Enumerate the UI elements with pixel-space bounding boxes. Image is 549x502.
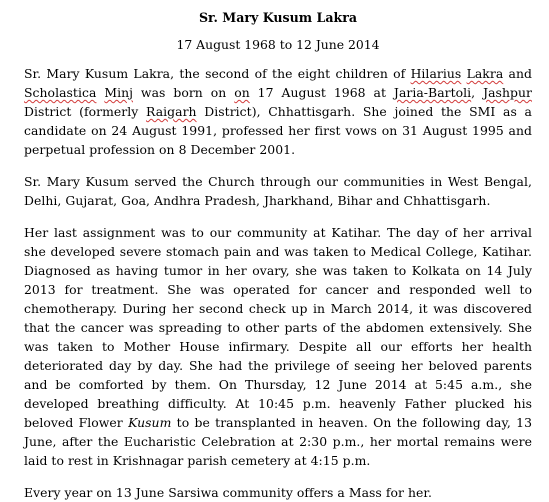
spellcheck-word[interactable]: Jashpur (483, 85, 532, 100)
text-run: Her last assignment was to our community at Katihar. The day of her arrival she developed severe stomach pain and was taken to Medical College, Katihar. Diagnosed as having tumor in her ovary, she was taken to Kolkata on 14 July 2013 for treatment. She was operated for cancer and responded well to chemotherapy. During her second check up in March 2014, it was discovered that the cancer was spreading to other parts of the abdomen extensively. She was taken to Mother House infirmary. Despite all our efforts her health deteriorated day by day. She had the privilege of seeing her beloved parents and be comforted by them. On Thursday, 12 June 2014 at 5:45 a.m., she developed breathing difficulty. At 10:45 p.m. heavenly Father plucked his beloved Flower (24, 225, 532, 430)
italic-name: Kusum (128, 415, 172, 430)
text-run: 17 August 1968 at (249, 85, 394, 100)
paragraph-communities: Sr. Mary Kusum served the Church through our communities in West Bengal, Delhi, Gujarat, Goa, Andhra Pradesh, Jharkhand, Bihar and Chhattisgarh. (24, 174, 532, 208)
spellcheck-word[interactable]: Scholastica (24, 85, 97, 100)
spellcheck-word[interactable]: Lakra (466, 66, 504, 81)
document-title: Sr. Mary Kusum Lakra (198, 10, 358, 25)
spellcheck-word[interactable]: Minj (104, 85, 133, 100)
paragraph-last-assignment (24, 223, 532, 470)
paragraph-biography (24, 64, 532, 159)
paragraph-remembrance: Every year on 13 June Sarsiwa community offers a Mass for her. (24, 485, 432, 500)
spellcheck-word[interactable]: on (234, 85, 250, 100)
text-run: District (formerly (24, 104, 147, 119)
document-page (24, 7, 532, 502)
life-dates: 17 August 1968 to 12 June 2014 (176, 37, 380, 52)
spellcheck-word[interactable]: Jaria-Bartoli (393, 85, 472, 100)
text-run: , (471, 85, 484, 100)
text-run: District), Chhattisgarh. She joined the SMI as a candidate on 24 August 1991, professed her first vows on 31 August 1995 and perpetual profession on 8 December 2001. (24, 104, 532, 157)
text-run: Sr. Mary Kusum Lakra, the second of the eight children of (24, 66, 411, 81)
text-run: was born on (133, 85, 235, 100)
spellcheck-word[interactable]: Raigarh (146, 104, 197, 119)
spellcheck-word[interactable]: Hilarius (410, 66, 462, 81)
text-run: to be transplanted in heaven. On the following day, 13 June, after the Eucharistic Celebration at 2:30 p.m., her mortal remains were laid to rest in Krishnagar parish cemetery at 4:15 p.m. (24, 415, 532, 468)
text-run: and (503, 66, 532, 81)
